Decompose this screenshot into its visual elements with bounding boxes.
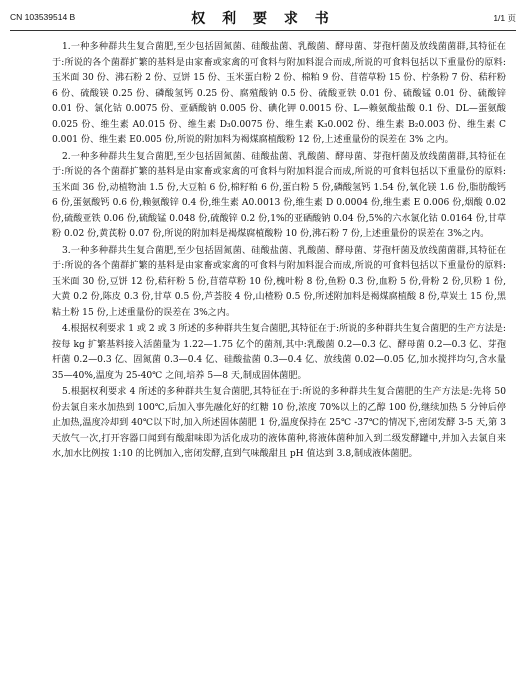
claim-5: 5.根据权利要求 4 所述的多种群共生复合菌肥,其特征在于:所说的多种群共生复合菌肥的生产方法是:先将 50 份去氯自来水加热到 100℃,后加入事先融化好的红糖 10 份,浓度 70%以上的乙醇 100 份,继续加热 5 分钟后停止加热,温度冷却到 40℃以下时,加入所述固体菌肥 1 份,温度保持在 25℃ -37℃的情况下,密闭发酵 3-5 天,第 3 天放气一次,打开容器口闻到有酸甜味即为活化成功的液体菌种,将液体菌种加入到二级发酵罐中,并加入去氯自来水,加水比例按 1:10 的比例加入,密闭发酵,直到气味酸甜且 pH 值达到 3.8,制成液体菌肥。 [52, 387, 506, 459]
claims-body [52, 40, 506, 464]
page-number: 1/1 页 [493, 13, 516, 23]
claim-3: 3.一种多种群共生复合菌肥,至少包括固氮菌、硅酸盐菌、乳酸菌、酵母菌、芽孢杆菌及放线菌菌群,其特征在于:所说的各个菌群扩繁的基料是由家畜或家禽的可食料与附加料混合而成,所说的可食料包括以下重量份的原料:玉米面 30 份,豆饼 12 份,秸秆粉 5 份,苜蓿草粉 10 份,槐叶粉 8 份,鱼粉 0.3 份,血粉 5 份,骨粉 2 份,贝粉 1 份,大黄 0.2 份,陈皮 0.3 份,甘草 0.5 份,芦荟胶 4 份,山楂粉 0.5 份,所述附加料是褐煤腐植酸 8 份,草炭土 15 份,黑粘土粉 15 份,上述重量份的误差在 3%之内。 [52, 245, 506, 318]
claim-4: 4.根据权利要求 1 或 2 或 3 所述的多种群共生复合菌肥,其特征在于:所说的多种群共生复合菌肥的生产方法是:按每 kg 扩繁基料接入活菌量为 1.22—1.75 亿个的菌剂,其中:乳酸菌 0.2—0.3 亿、酵母菌 0.2—0.3 亿、芽孢杆菌 0.2—0.3 亿、固氮菌 0.3—0.4 亿、硅酸盐菌 0.3—0.4 亿、放线菌 0.02—0.05 亿,加水搅拌均匀,含水量 35—40%,温度为 25-40℃ 之间,培养 5—8 天,制成固体菌肥。 [52, 324, 506, 381]
doc-number: CN 103539514 B [10, 12, 76, 22]
claim-2: 2.一种多种群共生复合菌肥,至少包括固氮菌、硅酸盐菌、乳酸菌、酵母菌、芽孢杆菌及放线菌菌群,其特征在于:所说的各个菌群扩繁的基料是由家畜或家禽的可食料与附加料混合而成,所说的可食料包括以下重量份的原料:玉米面 36 份,动植物油 1.5 份,大豆粕 6 份,棉籽粕 6 份,蛋白粉 5 份,磷酸氢钙 1.54 份,氧化镁 1.6 份,脂肪酸钙 6 份,蛋氨酸钙 0.6 份,赖氨酸锌 0.4 份,维生素 A0.0013 份,维生素 D 0.0004 份,维生素 E 0.006 份,烟酸 0.02 份,硫酸亚铁 0.06 份,硫酸锰 0.048 份,硫酸锌 0.2 份,1%的亚硒酸钠 0.04 份,5%的六水氯化钴 0.0164 份,甘草粉 0.02 份,黄芪粉 0.07 份,所说的附加料是褐煤腐植酸粉 10 份,沸石粉 7 份,上述重量份的误差在 3%之内。 [52, 151, 506, 239]
claim-1: 1.一种多种群共生复合菌肥,至少包括固氮菌、硅酸盐菌、乳酸菌、酵母菌、芽孢杆菌及放线菌菌群,其特征在于:所说的各个菌群扩繁的基料是由家畜或家禽的可食料与附加料混合而成,所说的可食料包括以下重量份的原料:玉米面 30 份、沸石粉 2 份、豆饼 15 份、玉米蛋白粉 2 份、棉粕 9 份、苜蓿草粉 15 份、柠条粉 7 份、秸秆粉 6 份、硫酸镁 0.25 份、磷酸氢钙 0.25 份、腐殖酸钠 0.5 份、硫酸亚铁 0.01 份、硫酸锰 0.01 份、硫酸锌 0.01 份、氯化钴 0.0075 份、亚硒酸钠 0.005 份、碘化钾 0.0015 份、L—赖氨酸盐酸 0.1 份、DL—蛋氨酸 0.025 份、维生素 A0.015 份、维生素 D₃0.0075 份、维生素 K₃0.002 份、维生素 B₂0.003 份、维生素 C 0.001 份、维生素 E0.005 份,所说的附加料为褐煤腐植酸粉 12 份,上述重量份的误差在 3% 之内。 [52, 42, 506, 145]
page-header [10, 8, 516, 31]
doc-title: 权 利 要 求 书 [191, 11, 335, 27]
